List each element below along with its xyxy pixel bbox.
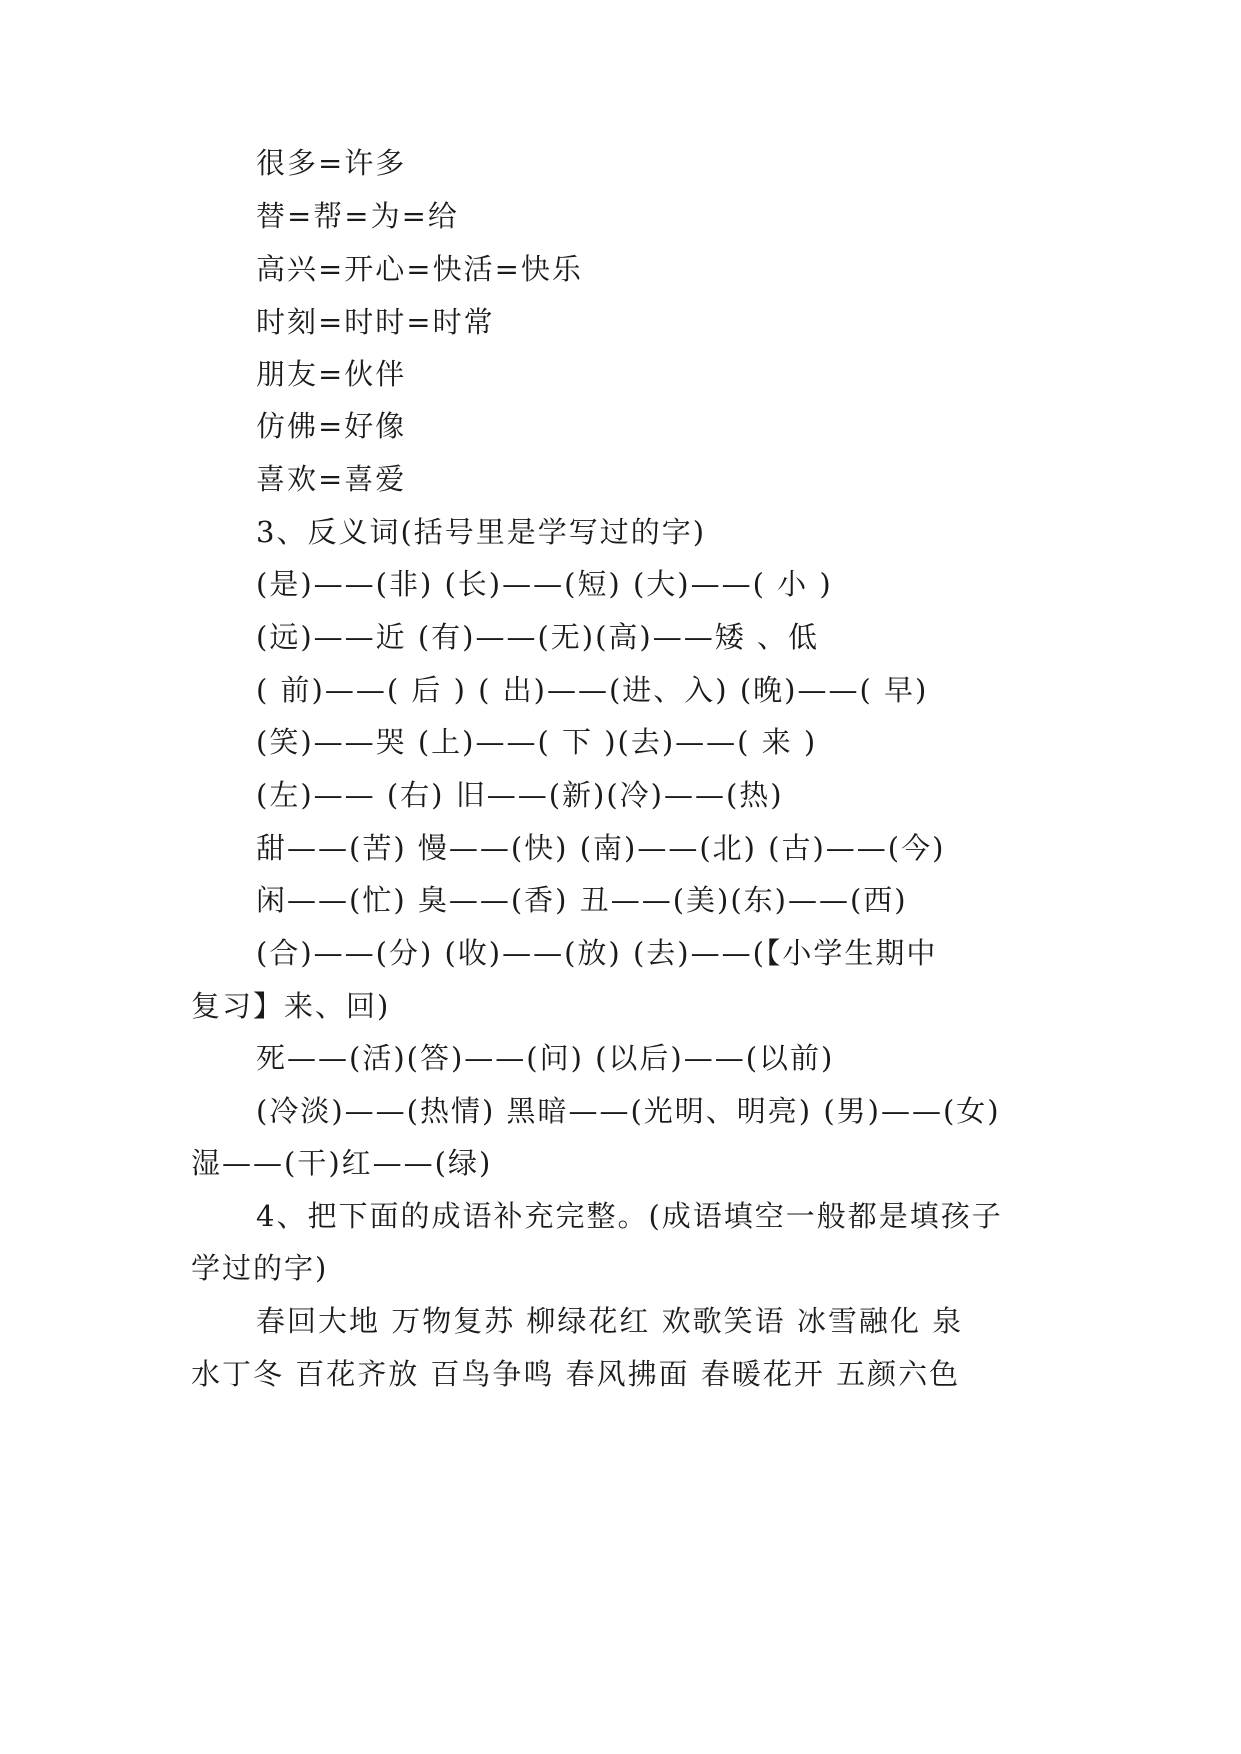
idiom-line-2: 水丁冬 百花齐放 百鸟争鸣 春风拂面 春暖花开 五颜六色 (191, 1357, 961, 1391)
antonym-line-7: 闲——(忙) 臭——(香) 丑——(美)(东)——(西) (256, 883, 908, 917)
section-heading-idioms: 4、把下面的成语补充完整。(成语填空一般都是填孩子 (256, 1199, 1003, 1233)
synonym-line-7: 喜欢=喜爱 (256, 462, 407, 496)
synonym-line-2: 替=帮=为=给 (256, 199, 459, 233)
antonym-line-1: (是)——(非) (长)——(短) (大)——( 小 ) (256, 567, 833, 601)
antonym-line-3: ( 前)——( 后 ) ( 出)——(进、入) (晚)——( 早) (256, 673, 929, 707)
synonym-line-3: 高兴=开心=快活=快乐 (256, 252, 583, 286)
antonym-line-5: (左)—— (右) 旧——(新)(冷)——(热) (256, 778, 784, 812)
synonym-line-1: 很多=许多 (256, 146, 407, 180)
antonym-line-2: (远)——近 (有)——(无)(高)——矮 、低 (256, 620, 819, 654)
antonym-line-8: (合)——(分) (收)——(放) (去)——(【小学生期中 (256, 936, 938, 970)
antonym-line-9: 死——(活)(答)——(问) (以后)——(以前) (256, 1041, 835, 1075)
antonym-line-11: 湿——(干)红——(绿) (191, 1146, 493, 1180)
section-heading-antonyms: 3、反义词(括号里是学写过的字) (256, 515, 707, 549)
antonym-line-4: (笑)——哭 (上)——( 下 )(去)——( 来 ) (256, 725, 818, 759)
antonym-line-6: 甜——(苦) 慢——(快) (南)——(北) (古)——(今) (256, 831, 946, 865)
synonym-line-5: 朋友=伙伴 (256, 357, 407, 391)
antonym-line-10: (冷淡)——(热情) 黑暗——(光明、明亮) (男)——(女) (256, 1094, 1001, 1128)
idiom-line-1: 春回大地 万物复苏 柳绿花红 欢歌笑语 冰雪融化 泉 (256, 1304, 964, 1338)
section-heading-idioms-continued: 学过的字) (191, 1251, 329, 1285)
synonym-line-6: 仿佛=好像 (256, 409, 407, 443)
antonym-line-8-continued: 复习】来、回) (191, 989, 391, 1023)
synonym-line-4: 时刻=时时=时常 (256, 305, 495, 339)
